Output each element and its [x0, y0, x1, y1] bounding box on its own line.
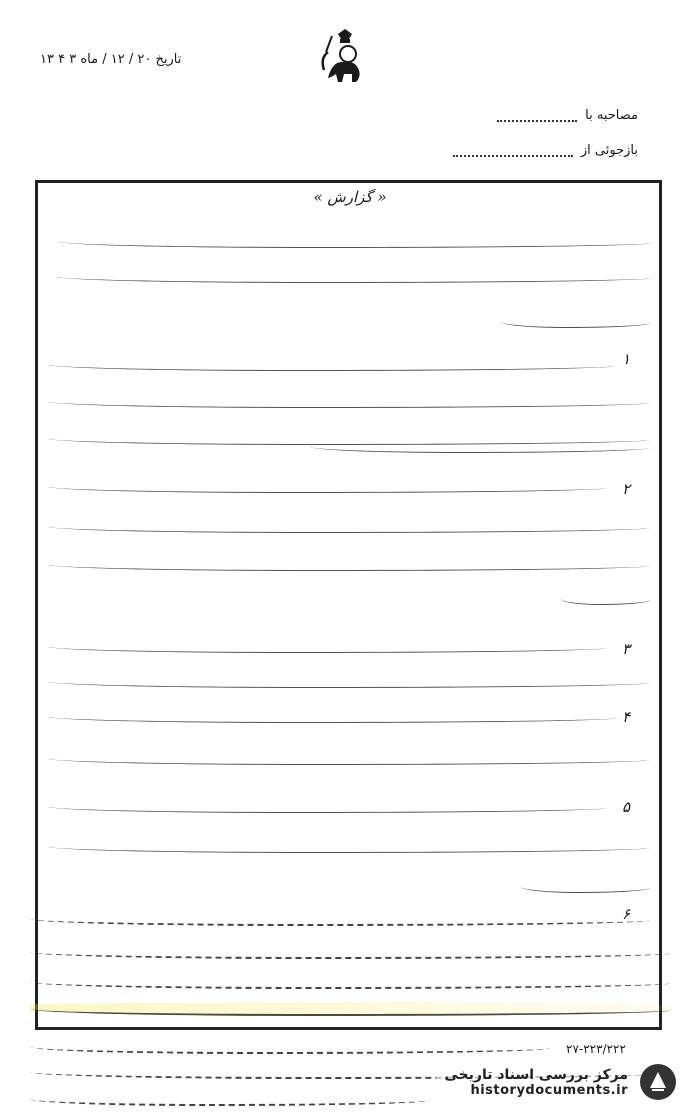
watermark-title: مرکز بررسی اسناد تاریخی — [444, 1066, 628, 1083]
interview-field — [497, 108, 638, 123]
handwritten-line — [48, 675, 650, 688]
handwritten-line — [48, 480, 608, 493]
interview-label: مصاحبه با — [585, 108, 638, 123]
paragraph-number: ۴ — [622, 708, 631, 726]
handwritten-line — [30, 975, 670, 989]
report-frame — [35, 180, 662, 1030]
handwritten-line — [310, 440, 650, 453]
archive-logo-icon — [638, 1062, 678, 1102]
handwritten-line — [56, 270, 654, 283]
interrogation-label: بازجوئی از — [580, 143, 638, 158]
handwritten-line — [48, 395, 650, 408]
handwritten-line — [30, 1002, 670, 1016]
interrogation-field — [453, 143, 638, 158]
report-title: « گزارش » — [313, 188, 387, 206]
handwritten-line — [30, 1092, 430, 1106]
handwritten-line — [560, 592, 650, 605]
paragraph-number: ۱ — [622, 350, 631, 368]
watermark-text — [444, 1067, 628, 1098]
interview-dots — [497, 110, 577, 122]
lion-and-sun-emblem-icon — [318, 28, 372, 90]
handwritten-line — [48, 840, 650, 853]
handwritten-line — [48, 752, 650, 765]
date-value: ۲۰ / ۱۲ / ماه ۳ ۴ ۱۳ — [40, 52, 152, 67]
paragraph-number: ۲ — [622, 480, 631, 498]
handwritten-line — [48, 800, 608, 813]
handwritten-line — [48, 358, 616, 371]
paragraph-number: ۳ — [622, 640, 631, 658]
handwritten-line — [48, 710, 620, 723]
handwritten-line — [48, 520, 650, 533]
interrogation-dots — [453, 145, 573, 157]
document-reference: ۲۷-۲۲۳/۲۲۲ — [566, 1042, 626, 1056]
handwritten-line — [30, 1040, 550, 1054]
handwritten-line — [48, 558, 650, 571]
paragraph-number: ۶ — [622, 905, 631, 923]
paragraph-number: ۵ — [622, 798, 631, 816]
date-label: تاریخ — [155, 52, 182, 67]
handwritten-line — [30, 912, 650, 926]
handwritten-line — [30, 945, 670, 959]
archive-watermark — [436, 1058, 686, 1106]
handwritten-line — [500, 315, 650, 328]
handwritten-line — [48, 640, 608, 653]
watermark-url: historydocuments.ir — [470, 1082, 628, 1098]
handwritten-line — [520, 880, 650, 893]
date-line — [40, 52, 181, 67]
handwritten-line — [58, 235, 654, 248]
